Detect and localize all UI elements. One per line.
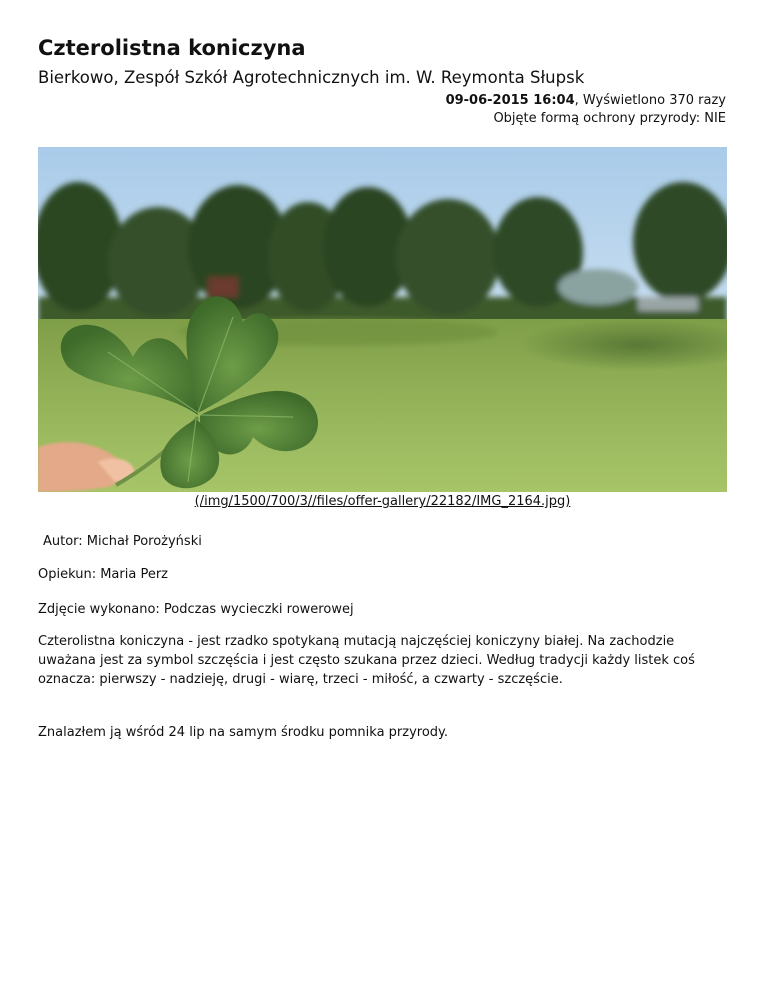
protection-status: Objęte formą ochrony przyrody: NIE bbox=[493, 111, 726, 126]
keeper-line: Opiekun: Maria Perz bbox=[38, 567, 168, 582]
view-count: , Wyświetlono 370 razy bbox=[574, 93, 726, 108]
author-line: Autor: Michał Porożyński bbox=[43, 534, 202, 549]
description-paragraph: Czterolistna koniczyna - jest rzadko spotykaną mutacją najczęściej koniczyny białej. Na zachodzie uważana jest za symbol szczęścia i jest często szukana przez dzieci. Według tradycji każdy listek coś oznacza: pierwszy - nadzieję, drugi - wiarę, trzeci - miłość, a czwarty - szczęście. bbox=[38, 634, 695, 687]
note-paragraph: Znalazłem ją wśród 24 lip na samym środku pomnika przyrody. bbox=[38, 725, 449, 740]
photo-taken-line: Zdjęcie wykonano: Podczas wycieczki rowerowej bbox=[38, 602, 354, 617]
meta-date-line bbox=[446, 92, 726, 110]
image-caption bbox=[38, 493, 727, 511]
image-source-link[interactable]: (/img/1500/700/3//files/offer-gallery/22182/IMG_2164.jpg) bbox=[194, 494, 571, 509]
publish-date: 09-06-2015 16:04 bbox=[445, 93, 575, 108]
meta-block bbox=[446, 92, 726, 128]
page-title: Czterolistna koniczyna bbox=[38, 36, 306, 60]
clover-photo bbox=[38, 147, 727, 492]
location-subtitle: Bierkowo, Zespół Szkół Agrotechnicznych im. W. Reymonta Słupsk bbox=[38, 68, 585, 87]
